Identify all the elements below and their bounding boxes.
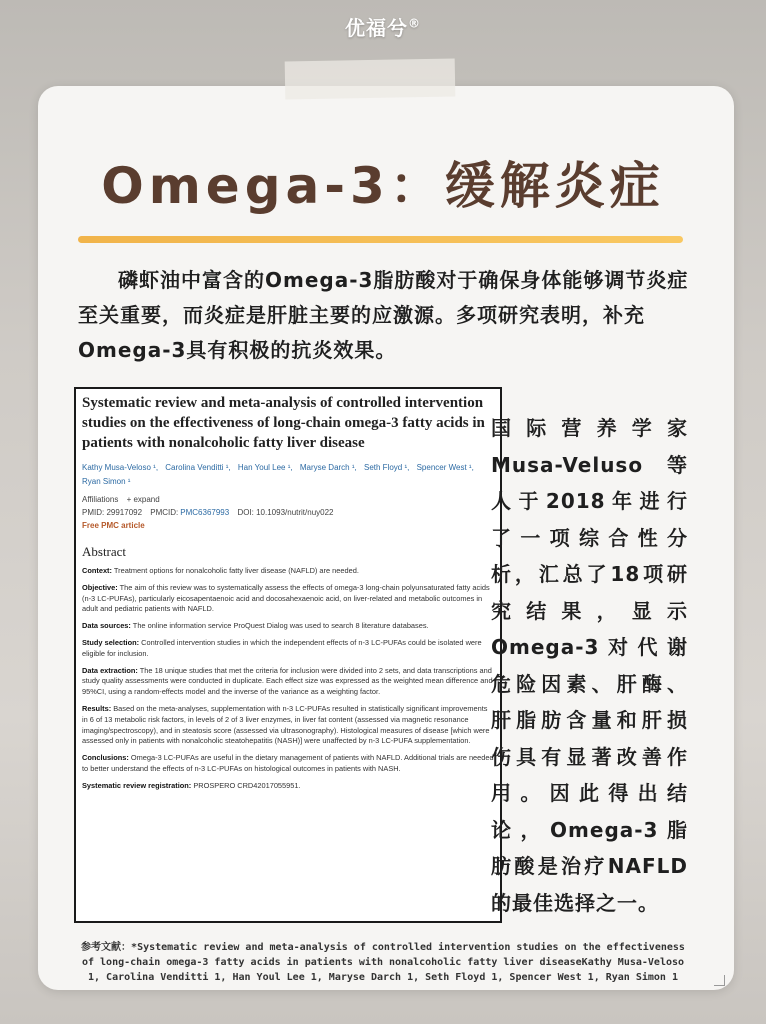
section-label: Systematic review registration:: [82, 780, 192, 790]
side-text-line: Musa-Veluso 等: [491, 452, 688, 477]
section-label: Study selection:: [82, 637, 140, 647]
section-text: The 18 unique studies that met the criteria for inclusion were divided into 2 sets, and data transcriptions and study quality assessments were conducted in duplicate. Each effect size was expressed as the weighted mean difference and 95%CI, using a random-effects model and the inverse of the variance as a weighting factor.: [82, 665, 493, 697]
abstract-heading: Abstract: [82, 544, 127, 559]
section-label: Conclusions:: [82, 753, 129, 763]
paper-title: Systematic review and meta-analysis of controlled intervention studies on the effectiveness of long-chain omega-3 fatty acids in patients with nonalcoholic fatty liver disease: [82, 395, 485, 451]
side-text-line: 了一项综合性分: [491, 525, 688, 550]
references: [80, 940, 686, 985]
affiliations-row: [82, 495, 494, 504]
section-text: Omega-3 LC-PUFAs are useful in the dietary management of patients with NAFLD. Additional trials are needed to better understand the effects of n-3 LC-PUFAs on histological outcomes in patients with NASH.: [82, 753, 494, 773]
author-link[interactable]: Spencer West ¹,: [416, 463, 474, 472]
author-link[interactable]: Kathy Musa-Veloso ¹,: [82, 463, 159, 472]
identifiers-row: [82, 508, 494, 517]
side-text-line: 肝脂肪含量和肝损: [491, 708, 688, 732]
abstract-section: [82, 583, 494, 615]
abstract-section: [82, 566, 494, 577]
author-link[interactable]: Carolina Venditti ¹,: [165, 463, 231, 472]
section-text: The aim of this review was to systematically assess the effects of omega-3 long-chain polyunsaturated fatty acids (n-3 LC-PUFAs), particularly eicosapentaenoic acid and docosahexaenoic acid, on liver-related and metabolic outcomes in adult and pediatric patients with NAFLD.: [82, 582, 490, 614]
side-text-line: 伤具有显著改善作: [491, 744, 688, 769]
section-text: Treatment options for nonalcoholic fatty liver disease (NAFLD) are needed.: [111, 566, 359, 575]
author-link[interactable]: Maryse Darch ¹,: [299, 463, 357, 472]
abstract-section: [82, 638, 494, 660]
abstract-section: [82, 781, 494, 792]
side-text-line: 用。因此得出结: [491, 781, 688, 805]
author-link[interactable]: Seth Floyd ¹,: [363, 463, 410, 472]
abstract-section: [82, 704, 494, 747]
pmid: PMID: 29917092: [82, 508, 143, 517]
paper-authors: [82, 461, 494, 489]
reference-text: *Systematic review and meta-analysis of controlled intervention studies on the effectiveness of long-chain omega-3 fatty acids in patients with nonalcoholic fatty liver diseaseKathy Musa-Veloso 1, Carolina Venditti 1, Han Youl Lee 1, Maryse Darch 1, Seth Floyd 1, Spencer West 1, Ryan Simon 1: [81, 942, 685, 983]
doi-link[interactable]: DOI: 10.1093/nutrit/nuy022: [237, 508, 334, 517]
side-text-line: 国际营养学家: [491, 416, 688, 440]
side-text-line: 危险因素、肝酶、: [491, 671, 688, 696]
section-label: Data sources:: [82, 621, 131, 631]
section-label: Results:: [82, 703, 112, 713]
title-underline: [78, 236, 683, 243]
reference-label: 参考文献：: [81, 942, 132, 953]
paper-screenshot: [74, 387, 502, 923]
side-text-line: 析，汇总了18项研: [491, 562, 688, 586]
author-link[interactable]: Han Youl Lee ¹,: [237, 463, 293, 472]
section-text: PROSPERO CRD42017055951.: [191, 780, 301, 790]
pmcid-link[interactable]: PMC6367993: [180, 508, 230, 517]
section-label: Objective:: [82, 582, 118, 592]
side-text-line: Omega-3对代谢: [491, 635, 688, 659]
expand-button[interactable]: + expand: [126, 495, 160, 504]
side-text-line: 究结果，显示: [491, 598, 688, 623]
side-text-line: 的最佳选择之一。: [491, 890, 659, 915]
section-text: Based on the meta-analyses, supplementation with n-3 LC-PUFAs resulted in statistically significant improvements in 6 of 13 metabolic risk factors, in levels of 2 of 3 liver enzymes, in liver fat content (assessed via magnetic resonance imaging/spectroscopy), and in steatosis score (assessed via ultrasonography). Histological measures of disease [which were assessed only in patients with nonalcoholic steatohepatitis (NASH)] were unaffected by n-3 LC-PUFA supplementation.: [82, 703, 490, 746]
side-description: [491, 410, 688, 921]
page-title: Omega-3：缓解炎症: [101, 157, 665, 215]
section-text: The online information service ProQuest Dialog was used to search 8 literature databases.: [130, 621, 429, 631]
side-text-line: 人于2018年进行: [491, 489, 688, 513]
side-text-line: 肪酸是治疗NAFLD: [491, 854, 688, 878]
section-label: Context:: [82, 566, 112, 575]
brand-watermark: 优福兮®: [345, 16, 421, 40]
tape-decoration: [285, 59, 456, 100]
abstract-section: [82, 753, 494, 775]
intro-paragraph: 磷虾油中富含的Omega-3脂肪酸对于确保身体能够调节炎症至关重要，而炎症是肝脏主要的应激源。多项研究表明，补充Omega-3具有积极的抗炎效果。: [78, 268, 689, 362]
section-label: Data extraction:: [82, 665, 138, 675]
side-text-line: 论，Omega-3脂: [491, 817, 688, 842]
pmcid-label: PMCID:: [150, 508, 179, 517]
author-link[interactable]: Ryan Simon ¹: [82, 477, 131, 486]
free-pmc-badge[interactable]: Free PMC article: [82, 521, 145, 530]
affiliations-label: Affiliations: [82, 495, 119, 504]
card-corner-mark: [714, 975, 725, 986]
abstract-section: [82, 621, 494, 632]
abstract-section: [82, 666, 494, 698]
section-text: Controlled intervention studies in which the independent effects of n-3 LC-PUFAs could be isolated were eligible for inclusion.: [82, 637, 482, 658]
